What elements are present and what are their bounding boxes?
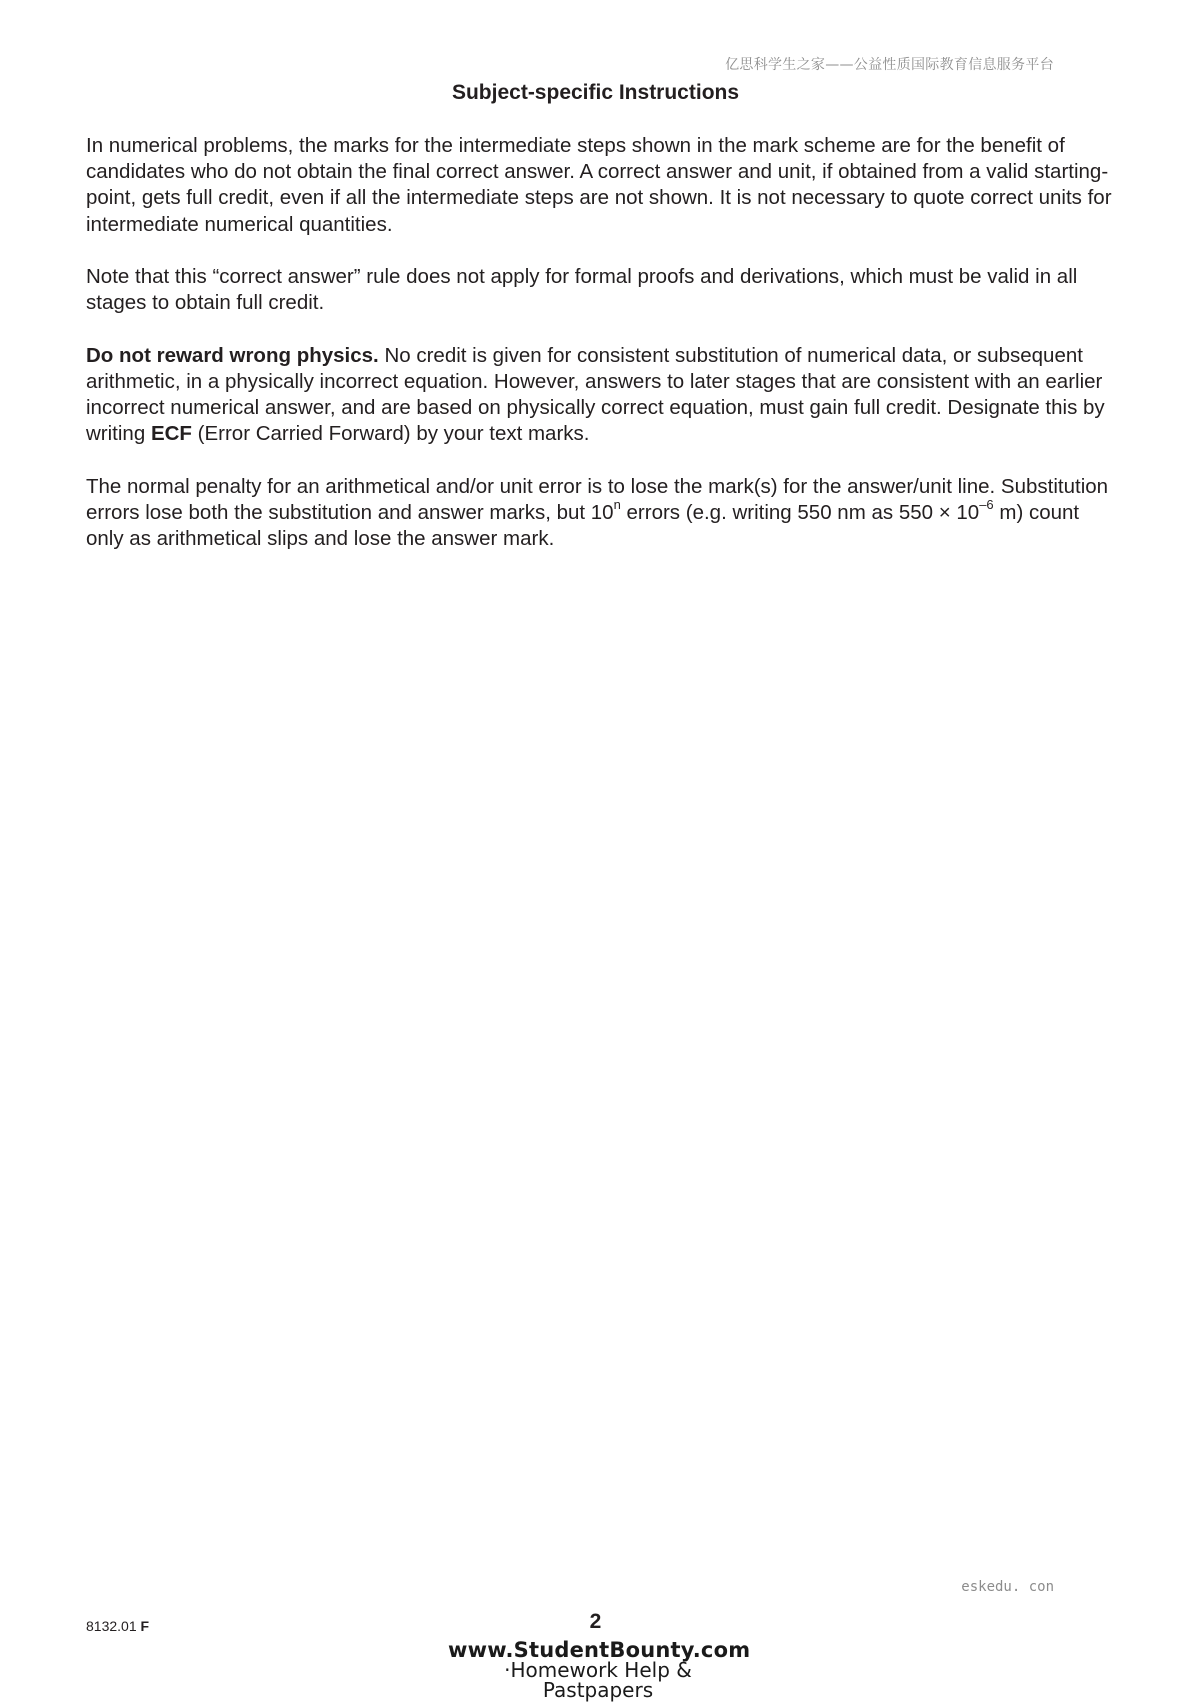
document-code-suffix: F (140, 1618, 150, 1634)
header-watermark: 亿思科学生之家——公益性质国际教育信息服务平台 (725, 57, 1054, 73)
penalty-text-c: m) count only as arithmetical slips and lose the answer mark. (86, 500, 1080, 550)
logo-site: www.StudentBounty.com (448, 1638, 751, 1662)
penalty-superscript-n: n (613, 496, 621, 512)
paragraph-wrong-physics (86, 343, 1116, 448)
page-title: Subject-specific Instructions (451, 81, 740, 104)
paragraph-penalty (86, 474, 1116, 553)
ecf-label: ECF (150, 422, 192, 446)
logo-tagline: ·Homework Help & Pastpapers (504, 1658, 692, 1702)
paragraph-correct-answer-rule: Note that this “correct answer” rule does not apply for formal proofs and derivations, which must be valid in all stages to obtain full credit. (86, 265, 1078, 315)
studentbounty-logo (448, 1638, 751, 1702)
paragraph-numerical-problems: In numerical problems, the marks for the intermediate steps shown in the mark scheme are for the benefit of candidates who do not obtain the final correct answer. A correct answer and unit, if obtained from a valid starting-point, gets full credit, even if all the intermediate steps are not shown. It is not necessary to quote correct units for intermediate numerical quantities. (86, 134, 1112, 236)
penalty-superscript-exponent: –6 (979, 496, 994, 512)
page-number: 2 (589, 1610, 602, 1633)
document-code-number: 8132.01 (86, 1618, 137, 1634)
wrong-physics-text-b: (Error Carried Forward) by your text marks. (191, 422, 590, 446)
footer-watermark: eskedu. con (961, 1579, 1054, 1595)
penalty-text-a: The normal penalty for an arithmetical and/or unit error is to lose the mark(s) for the answer/unit line. Substitution errors lose both the substitution and answer marks, but 10 (86, 474, 1109, 524)
instructions-body (86, 133, 1116, 578)
wrong-physics-text-a: No credit is given for consistent substitution of numerical data, or subsequent arithmetic, in a physically incorrect equation. However, answers to later stages that are consistent with an earlier incorrect numerical answer, and are based on physically correct equation, must gain full credit. Designate this by writing (86, 343, 1105, 446)
wrong-physics-heading: Do not reward wrong physics. (86, 343, 379, 367)
penalty-text-b: errors (e.g. writing 550 nm as 550 × 10 (620, 500, 980, 524)
